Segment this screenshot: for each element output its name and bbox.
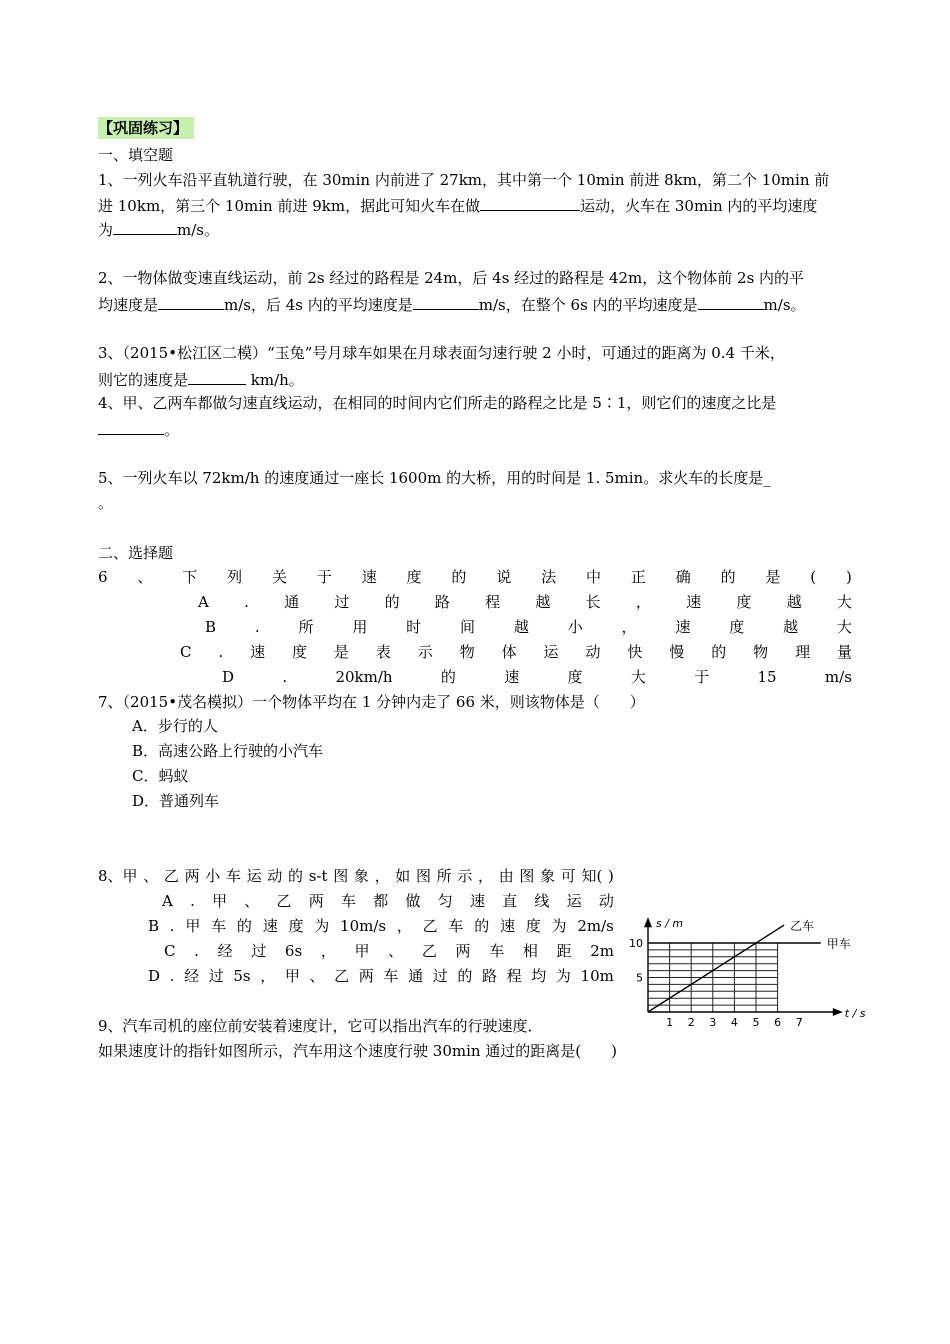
q8-option-a (162, 891, 614, 911)
q2-text-d: m/s。 (763, 296, 806, 314)
q6-c-token: 慢 (669, 643, 685, 661)
q6-d-token: 15 (757, 668, 777, 686)
q6-a-token: 通 (284, 593, 300, 611)
q6-option-c (180, 642, 852, 662)
q8-stem (98, 866, 614, 886)
q8-d-token: 均 (531, 967, 547, 985)
q6-a-token: 程 (485, 593, 501, 611)
q1-text-a: 进 10km，第三个 10min 前进 9km，据此可知火车在做 (98, 197, 481, 215)
q6-a-token: 速 (686, 593, 702, 611)
q8-option-b (148, 916, 614, 936)
q4-line2 (98, 418, 179, 440)
q6-stem-token: 正 (630, 568, 646, 586)
q6-b-token: 速 (675, 618, 691, 636)
q6-option-d (222, 667, 852, 687)
q6-stem-token: 、 (137, 568, 153, 586)
q8-d-token: 5s (233, 967, 251, 985)
q8-b-token: 度 (525, 917, 541, 935)
q6-stem-token: 关 (271, 568, 287, 586)
x-tick-label: 1 (666, 1016, 674, 1029)
q2-text-a: 均速度是 (98, 296, 159, 314)
series-label-jia: 甲车 (826, 937, 851, 951)
q8-a-token: 匀 (437, 892, 453, 910)
q8-option-d (148, 966, 614, 986)
x-tick-label: 5 (752, 1016, 760, 1029)
q2-text-b: m/s，后 4s 内的平均速度是 (224, 296, 413, 314)
part1-heading: 一、填空题 (98, 146, 174, 164)
q8-stem-token: 示 (457, 867, 473, 885)
q8-c-token: ， (320, 942, 336, 960)
q8-d-token: ， (260, 967, 276, 985)
q6-d-token: 大 (630, 668, 646, 686)
q8-stem-token: 象 (353, 867, 369, 885)
q8-a-token: 直 (502, 892, 518, 910)
q8-stem-token: 所 (436, 867, 452, 885)
q6-a-token: 的 (384, 593, 400, 611)
q8-d-token: 通 (408, 967, 424, 985)
q8-c-token: 距 (556, 942, 572, 960)
q6-stem-token: 确 (675, 568, 691, 586)
q1-blank-1 (480, 194, 580, 211)
q6-a-token: 路 (434, 593, 450, 611)
q9-line1: 9、汽车司机的座位前安装着速度计，它可以指出汽车的行驶速度． (98, 1017, 543, 1035)
q6-b-token: 越 (513, 618, 529, 636)
q8-b-token: 10m/s (340, 917, 387, 935)
q6-b-token: 所 (298, 618, 314, 636)
q6-stem-token: 说 (496, 568, 512, 586)
q8-c-token: C (164, 942, 176, 960)
q6-a-token: A (198, 593, 209, 611)
q8-d-token: . (169, 967, 175, 985)
q4-text: 。 (164, 421, 180, 439)
q1-text-b: 运动，火车在 30min 内的平均速度 (580, 197, 818, 215)
q6-d-token: 20km/h (335, 668, 393, 686)
q8-d-token: 乙 (334, 967, 350, 985)
q8-d-token: 路 (481, 967, 497, 985)
q6-a-token: . (244, 593, 249, 611)
q6-a-token: 过 (334, 593, 350, 611)
q6-stem-token: 度 (406, 568, 422, 586)
q6-b-token: 用 (352, 618, 368, 636)
q8-c-token: 、 (388, 942, 404, 960)
q8-stem-token: 可 (560, 867, 576, 885)
q8-stem-token: 小 (205, 867, 221, 885)
q2-blank-2 (413, 293, 479, 310)
q8-option-c (164, 941, 614, 961)
q8-c-token: 6s (284, 942, 303, 960)
q3-text-b: km/h。 (246, 371, 304, 389)
q8-b-token: B (148, 917, 160, 935)
y-axis-label: s / m (656, 917, 684, 931)
q8-c-token: 经 (217, 942, 233, 960)
q2-line1: 2、一物体做变速直线运动，前 2s 经过的路程是 24m，后 4s 经过的路程是 42m，这个物体前 2s 内的平 (98, 269, 805, 287)
q8-d-token: 过 (208, 967, 224, 985)
q6-stem-token: 的 (720, 568, 736, 586)
q3-line2 (98, 368, 304, 390)
q8-c-token: 2m (590, 942, 614, 960)
q6-stem-token: 下 (182, 568, 198, 586)
q8-stem-token: 图 (415, 867, 431, 885)
q6-c-token: 体 (501, 643, 517, 661)
series-label-yi: 乙车 (790, 919, 815, 934)
q6-c-token: 物 (459, 643, 475, 661)
q6-c-token: 速 (250, 643, 266, 661)
q8-d-token: D (148, 967, 161, 985)
q6-b-token: 度 (729, 618, 745, 636)
q6-stem-token: 列 (227, 568, 243, 586)
q6-c-token: 度 (292, 643, 308, 661)
q6-b-token: ， (621, 618, 637, 636)
q8-stem-token: 图 (519, 867, 535, 885)
q6-d-token: m/s (824, 668, 852, 686)
q6-option-a (198, 592, 852, 612)
q8-d-token: 程 (506, 967, 522, 985)
x-tick-label: 2 (687, 1016, 695, 1029)
y-tick-label: 5 (636, 971, 643, 985)
q8-b-token: 度 (288, 917, 304, 935)
q6-b-token: 越 (783, 618, 799, 636)
q6-b-token: B (205, 618, 217, 636)
q8-b-token: 甲 (185, 917, 201, 935)
q6-a-token: ， (635, 593, 651, 611)
q6-b-token: 间 (460, 618, 476, 636)
series-line-yi (648, 925, 784, 1012)
q1-line1: 1、一列火车沿平直轨道行驶，在 30min 内前进了 27km，其中第一个 10min 前进 8km，第二个 10min 前 (98, 171, 830, 189)
q6-stem-token: 法 (541, 568, 557, 586)
q6-d-token: . (282, 668, 288, 686)
q6-b-token: . (254, 618, 260, 636)
q8-stem-token: 、 (143, 867, 159, 885)
q6-b-token: 小 (567, 618, 583, 636)
q6-c-token: 快 (627, 643, 643, 661)
part2-heading: 二、选择题 (98, 544, 174, 562)
q1-text-c: 为 (98, 221, 114, 239)
q6-c-token: C (180, 643, 192, 661)
q8-a-token: . (190, 892, 195, 910)
q6-d-token: 于 (694, 668, 710, 686)
q8-a-token: 线 (534, 892, 550, 910)
q8-d-token: 车 (383, 967, 399, 985)
q8-stem-token: 车 (225, 867, 241, 885)
q6-stem-token: 是 (765, 568, 781, 586)
q8-d-token: 的 (457, 967, 473, 985)
q8-a-token: 做 (405, 892, 421, 910)
q6-c-token: 动 (585, 643, 601, 661)
q2-blank-1 (158, 293, 224, 310)
x-tick-label: 7 (795, 1016, 803, 1029)
q8-stem-token: 由 (498, 867, 514, 885)
q6-a-token: 越 (535, 593, 551, 611)
chart-grid (648, 943, 778, 1012)
q6-stem-token: 于 (316, 568, 332, 586)
q6-stem-token: ( (810, 568, 817, 586)
q8-a-token: 车 (341, 892, 357, 910)
q6-option-b (205, 617, 852, 637)
q8-c-token: 乙 (421, 942, 437, 960)
q8-b-token: 的 (236, 917, 252, 935)
q2-line2 (98, 293, 806, 315)
q7-option-c: C．蚂蚁 (132, 767, 189, 785)
q7-stem: 7、（2015•茂名模拟）一个物体平均在 1 分钟内走了 66 米，则该物体是（ ） (98, 693, 645, 711)
q6-a-token: 度 (736, 593, 752, 611)
q8-stem-token: 如 (395, 867, 411, 885)
q8-a-token: 、 (244, 892, 260, 910)
q8-c-token: . (194, 942, 199, 960)
q6-d-token: 速 (504, 668, 520, 686)
q6-stem-token: 6 (98, 568, 108, 586)
q4-line1: 4、甲、乙两车都做匀速直线运动，在相同的时间内它们所走的路程之比是 5∶1，则它们的速度之比是 (98, 394, 777, 412)
q8-stem-token: 动 (267, 867, 283, 885)
q8-stem-token: 两 (184, 867, 200, 885)
q1-text-d: m/s。 (177, 221, 219, 239)
q8-d-token: 10m (580, 967, 614, 985)
q6-c-token: 表 (375, 643, 391, 661)
x-tick-label: 3 (709, 1016, 717, 1029)
q2-blank-3 (698, 293, 764, 310)
q8-b-token: 2m/s (577, 917, 614, 935)
q8-a-token: 速 (469, 892, 485, 910)
q8-b-token: 车 (448, 917, 464, 935)
q3-text-a: 则它的速度是 (98, 371, 189, 389)
y-tick-label: 10 (629, 937, 643, 950)
q8-stem-token: 8、甲 (98, 867, 138, 885)
q8-a-token: 动 (598, 892, 614, 910)
q8-c-token: 过 (251, 942, 267, 960)
q9-line2: 如果速度计的指针如图所示，汽车用这个速度行驶 30min 通过的距离是( ) (98, 1042, 618, 1060)
q6-a-token: 越 (786, 593, 802, 611)
q6-a-token: 长 (585, 593, 601, 611)
q6-b-token: 大 (836, 618, 852, 636)
q6-stem-token: 的 (451, 568, 467, 586)
q8-stem-token: s-t (308, 867, 328, 885)
q2-text-c: m/s，在整个 6s 内的平均速度是 (478, 296, 698, 314)
q6-stem (98, 567, 852, 587)
q1-blank-2 (113, 218, 177, 235)
q7-option-b: B．高速公路上行驶的小汽车 (132, 742, 324, 760)
q8-stem-token: 乙 (163, 867, 179, 885)
q6-a-token: 大 (836, 593, 852, 611)
q8-d-token: 、 (309, 967, 325, 985)
q8-c-token: 车 (489, 942, 505, 960)
q8-stem-token: 图 (333, 867, 349, 885)
q8-b-token: 为 (314, 917, 330, 935)
q8-stem-token: 象 (540, 867, 556, 885)
q8-stem-token: ， (478, 867, 494, 885)
q8-c-token: 两 (455, 942, 471, 960)
q6-c-token: . (218, 643, 224, 661)
q5-line1: 5、一列火车以 72km/h 的速度通过一座长 1600m 的大桥，用的时间是 1. 5min。求火车的长度是_ (98, 469, 771, 487)
q6-c-token: 运 (543, 643, 559, 661)
st-graph (620, 845, 870, 1035)
q6-c-token: 示 (417, 643, 433, 661)
q6-c-token: 物 (753, 643, 769, 661)
q6-c-token: 理 (795, 643, 811, 661)
q6-stem-token: 速 (361, 568, 377, 586)
q8-b-token: 车 (211, 917, 227, 935)
x-axis-label: t / s (844, 1007, 866, 1020)
q8-b-token: 的 (474, 917, 490, 935)
q6-c-token: 是 (333, 643, 349, 661)
x-axis-arrow (833, 1008, 843, 1016)
q8-a-token: 乙 (276, 892, 292, 910)
q8-c-token: 甲 (354, 942, 370, 960)
q8-d-token: 甲 (284, 967, 300, 985)
q6-d-token: 的 (440, 668, 456, 686)
q3-blank (188, 368, 246, 385)
q6-c-token: 的 (711, 643, 727, 661)
q8-a-token: 都 (373, 892, 389, 910)
q8-stem-token: 知( (581, 867, 603, 885)
q8-a-token: 两 (308, 892, 324, 910)
q8-d-token: 为 (555, 967, 571, 985)
q8-stem-token: ) (607, 867, 614, 885)
q4-blank (98, 418, 164, 435)
q1-line3 (98, 218, 219, 240)
q8-stem-token: 运 (246, 867, 262, 885)
q8-d-token: 两 (358, 967, 374, 985)
q6-b-token: 时 (406, 618, 422, 636)
q8-b-token: ， (396, 917, 412, 935)
q7-option-d: D．普通列车 (132, 792, 220, 810)
q6-d-token: D (222, 668, 235, 686)
q8-b-token: 速 (499, 917, 515, 935)
x-tick-label: 4 (730, 1016, 738, 1029)
q6-stem-token: ) (845, 568, 852, 586)
q8-a-token: 运 (566, 892, 582, 910)
q8-c-token: 相 (522, 942, 538, 960)
y-axis-arrow (644, 917, 652, 927)
q8-b-token: 速 (262, 917, 278, 935)
q8-b-token: 为 (551, 917, 567, 935)
section-tag: 【巩固练习】 (98, 117, 194, 139)
q8-stem-token: ， (374, 867, 390, 885)
q8-b-token: . (169, 917, 175, 935)
q8-stem-token: 的 (288, 867, 304, 885)
q6-c-token: 量 (836, 643, 852, 661)
q7-option-a: A．步行的人 (132, 717, 218, 735)
q8-a-token: A (162, 892, 173, 910)
x-tick-label: 6 (774, 1016, 782, 1029)
q1-line2 (98, 194, 817, 216)
q3-line1: 3、（2015•松江区二模）“玉兔”号月球车如果在月球表面匀速行驶 2 小时，可通过的距离为 0.4 千米， (98, 344, 785, 362)
q8-a-token: 甲 (212, 892, 228, 910)
q8-b-token: 乙 (422, 917, 438, 935)
q6-stem-token: 中 (585, 568, 601, 586)
q6-d-token: 度 (567, 668, 583, 686)
q8-d-token: 过 (432, 967, 448, 985)
q8-d-token: 经 (184, 967, 200, 985)
q5-line2: 。 (98, 494, 114, 512)
